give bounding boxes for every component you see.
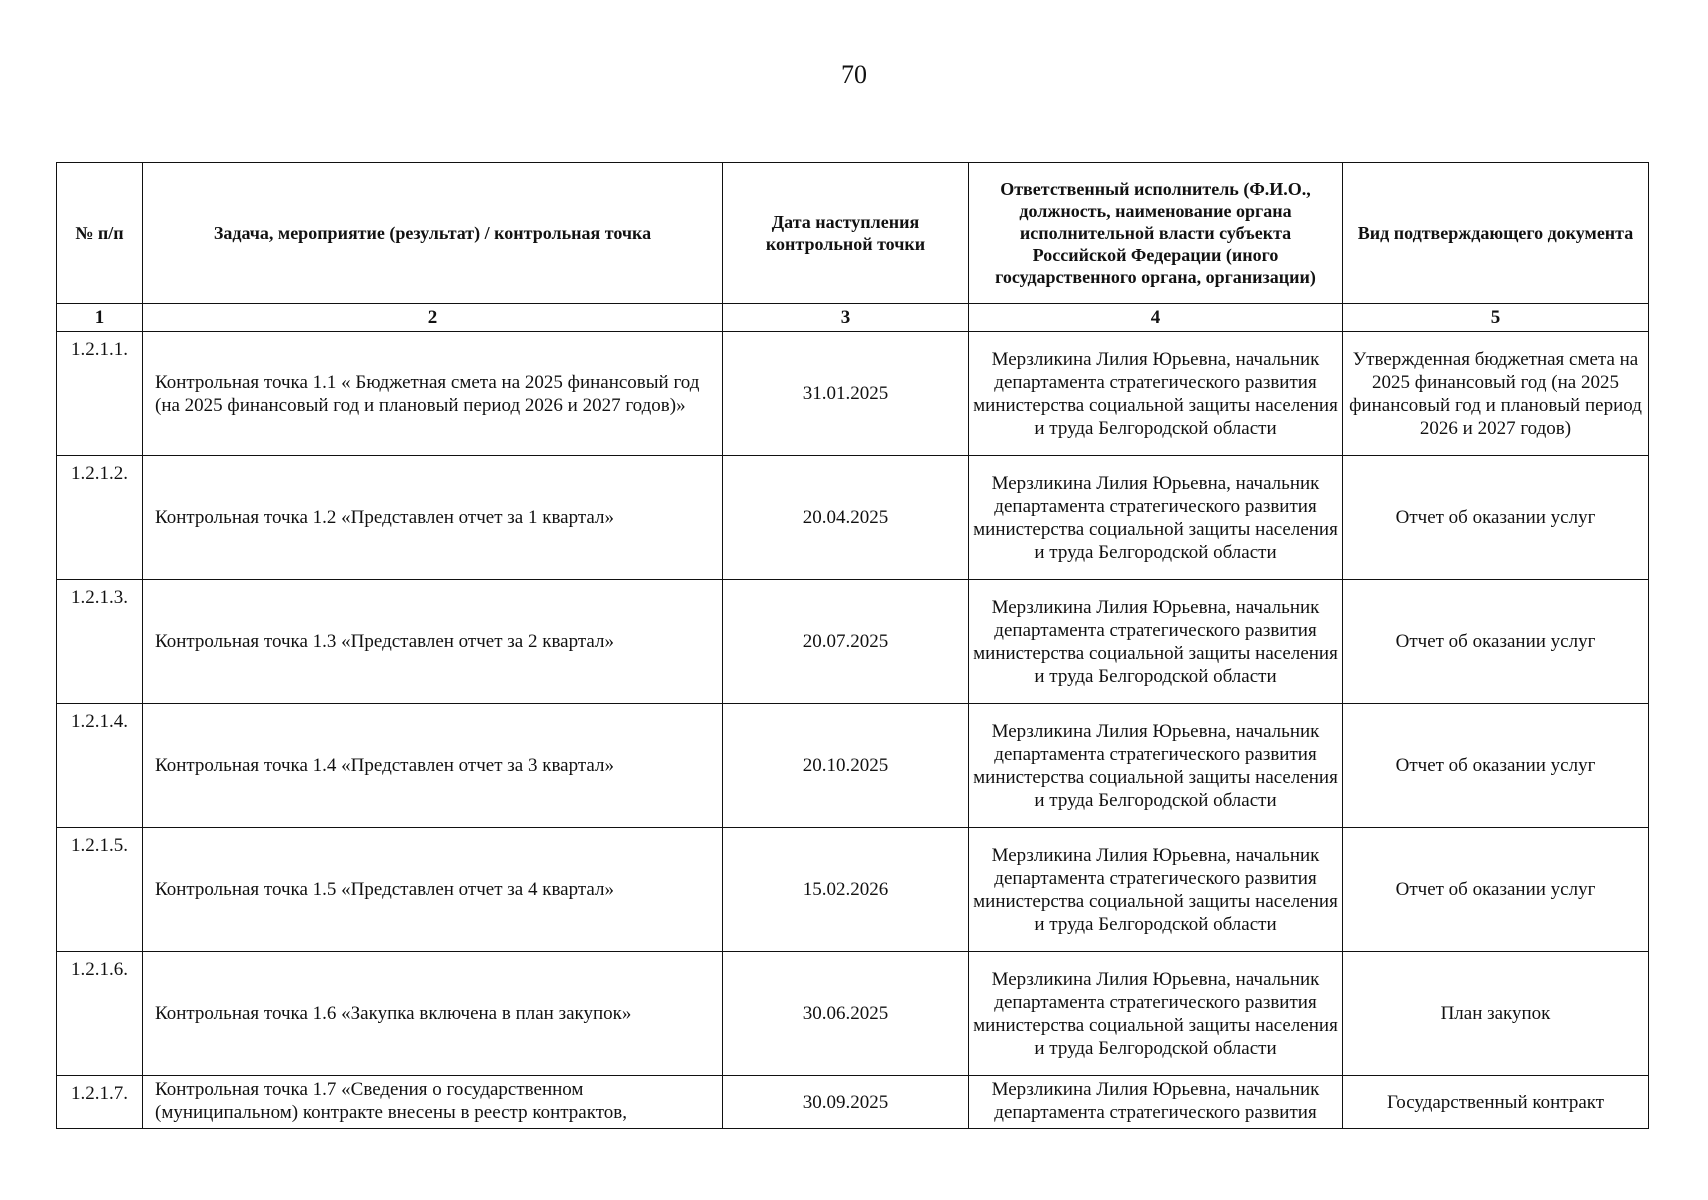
row-task: Контрольная точка 1.7 «Сведения о государственном (муниципальном) контракте внесены в реестр контрактов, [143,1076,723,1129]
table-row [57,456,1649,580]
column-number: 1 [57,304,143,332]
row-document: Отчет об оказании услуг [1343,580,1649,704]
row-task: Контрольная точка 1.1 « Бюджетная смета на 2025 финансовый год (на 2025 финансовый год и плановый период 2026 и 2027 годов)» [143,332,723,456]
column-number: 2 [143,304,723,332]
row-document: План закупок [1343,952,1649,1076]
row-responsible: Мерзликина Лилия Юрьевна, начальник департамента стратегического развития министерства социальной защиты населения и труда Белгородской области [969,580,1343,704]
control-points-table [56,162,1649,1129]
row-task: Контрольная точка 1.6 «Закупка включена в план закупок» [143,952,723,1076]
column-number: 3 [723,304,969,332]
row-responsible: Мерзликина Лилия Юрьевна, начальник департамента стратегического развития министерства социальной защиты населения и труда Белгородской области [969,704,1343,828]
table-row [57,952,1649,1076]
row-responsible: Мерзликина Лилия Юрьевна, начальник департамента стратегического развития министерства социальной защиты населения и труда Белгородской области [969,952,1343,1076]
row-date: 20.04.2025 [723,456,969,580]
row-number: 1.2.1.3. [57,580,143,704]
row-number: 1.2.1.1. [57,332,143,456]
row-document: Отчет об оказании услуг [1343,704,1649,828]
row-date: 20.10.2025 [723,704,969,828]
row-responsible: Мерзликина Лилия Юрьевна, начальник департамента стратегического развития [969,1076,1343,1129]
row-task: Контрольная точка 1.5 «Представлен отчет за 4 квартал» [143,828,723,952]
row-date: 31.01.2025 [723,332,969,456]
column-number: 5 [1343,304,1649,332]
header-date: Дата наступления контрольной точки [723,163,969,304]
row-document: Государственный контракт [1343,1076,1649,1129]
row-date: 30.06.2025 [723,952,969,1076]
row-task: Контрольная точка 1.4 «Представлен отчет за 3 квартал» [143,704,723,828]
row-document: Отчет об оказании услуг [1343,456,1649,580]
row-number: 1.2.1.7. [57,1076,143,1129]
table-row [57,828,1649,952]
table-row [57,580,1649,704]
column-number-row [57,304,1649,332]
table-header-row [57,163,1649,304]
row-number: 1.2.1.5. [57,828,143,952]
row-responsible: Мерзликина Лилия Юрьевна, начальник департамента стратегического развития министерства социальной защиты населения и труда Белгородской области [969,332,1343,456]
page-number: 70 [841,60,867,89]
row-date: 30.09.2025 [723,1076,969,1129]
row-task: Контрольная точка 1.3 «Представлен отчет за 2 квартал» [143,580,723,704]
header-number: № п/п [57,163,143,304]
header-task: Задача, мероприятие (результат) / контрольная точка [143,163,723,304]
row-number: 1.2.1.2. [57,456,143,580]
row-document: Утвержденная бюджетная смета на 2025 финансовый год (на 2025 финансовый год и плановый период 2026 и 2027 годов) [1343,332,1649,456]
row-number: 1.2.1.4. [57,704,143,828]
table-row [57,704,1649,828]
table-row [57,332,1649,456]
header-document: Вид подтверждающего документа [1343,163,1649,304]
row-responsible: Мерзликина Лилия Юрьевна, начальник департамента стратегического развития министерства социальной защиты населения и труда Белгородской области [969,456,1343,580]
column-number: 4 [969,304,1343,332]
row-date: 20.07.2025 [723,580,969,704]
row-document: Отчет об оказании услуг [1343,828,1649,952]
row-responsible: Мерзликина Лилия Юрьевна, начальник департамента стратегического развития министерства социальной защиты населения и труда Белгородской области [969,828,1343,952]
row-number: 1.2.1.6. [57,952,143,1076]
table-row [57,1076,1649,1129]
row-task: Контрольная точка 1.2 «Представлен отчет за 1 квартал» [143,456,723,580]
header-responsible: Ответственный исполнитель (Ф.И.О., должность, наименование органа исполнительной власти субъекта Российской Федерации (иного государственного органа, организации) [969,163,1343,304]
row-date: 15.02.2026 [723,828,969,952]
